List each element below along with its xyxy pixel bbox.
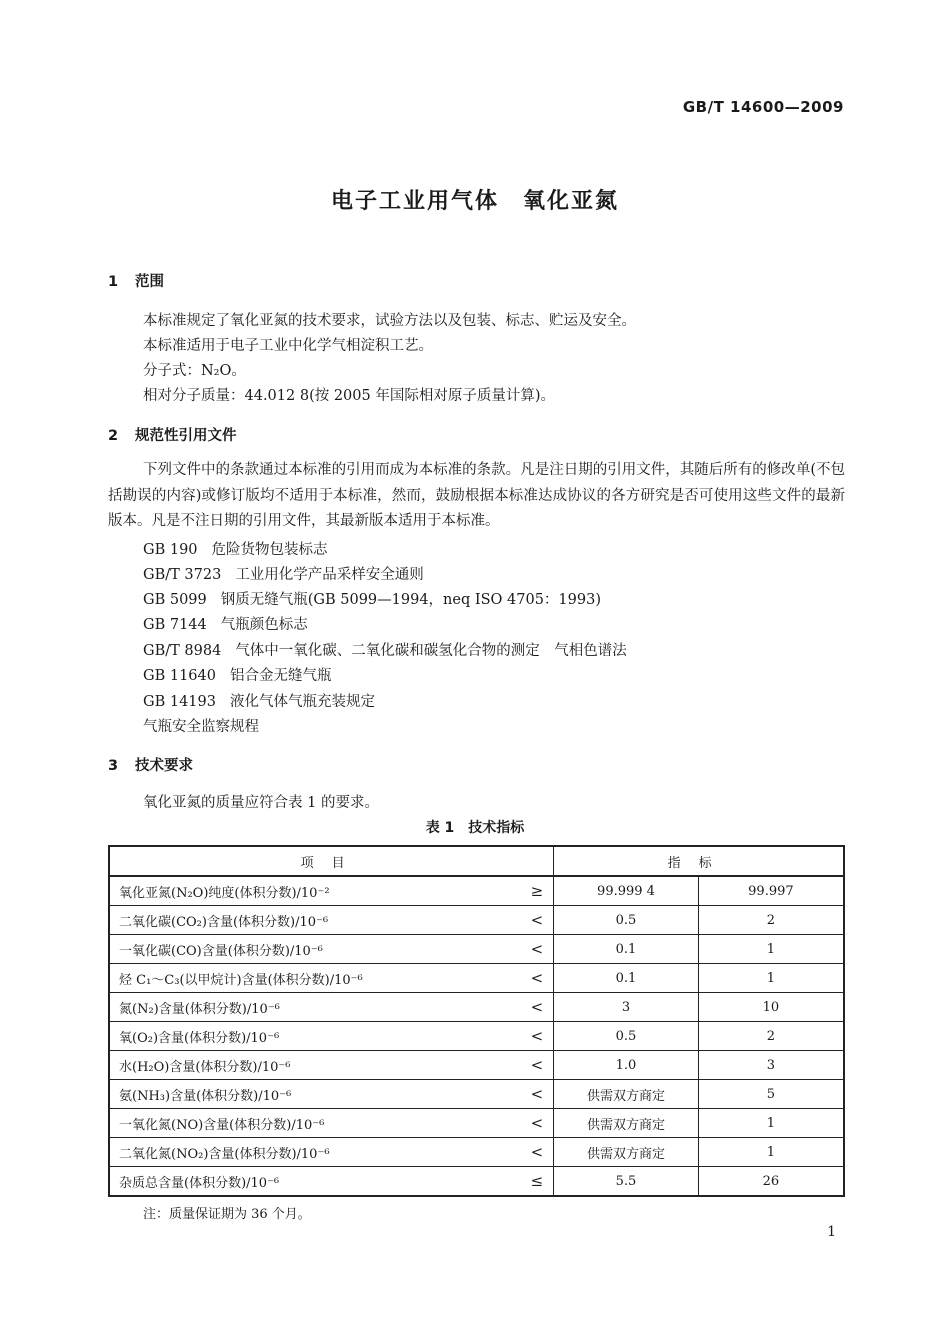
operator-symbol: <	[530, 1027, 544, 1045]
section-2-heading	[108, 424, 237, 445]
spec-table	[108, 845, 845, 1197]
section-title: 规范性引用文件	[135, 428, 237, 444]
molecular-mass-line: 相对分子质量：44.012 8(按 2005 年国际相对原子质量计算)。	[143, 388, 556, 404]
reference-title: 气体中一氧化碳、二氧化碳和碳氢化合物的测定 气相色谱法	[235, 643, 627, 659]
value-grade-2: 10	[698, 993, 844, 1022]
scope-line: 本标准规定了氧化亚氮的技术要求，试验方法以及包装、标志、贮运及安全。	[143, 313, 636, 329]
table-row	[109, 1109, 844, 1138]
item-cell	[109, 1138, 554, 1167]
item-cell	[109, 964, 554, 993]
reference-item	[143, 639, 627, 660]
table-row	[109, 1022, 844, 1051]
item-cell	[109, 1080, 554, 1109]
item-label: 氮(N₂)含量(体积分数)/10⁻⁶	[119, 1001, 280, 1017]
reference-title: 危险货物包装标志	[211, 542, 328, 558]
value-grade-2: 2	[698, 1022, 844, 1051]
item-label: 氧化亚氮(N₂O)纯度(体积分数)/10⁻²	[119, 885, 330, 901]
value-grade-2: 3	[698, 1051, 844, 1080]
reference-title: 气瓶安全监察规程	[143, 719, 259, 735]
reference-item	[143, 588, 601, 609]
reference-item	[143, 613, 308, 634]
document-title: 电子工业用气体 氧化亚氮	[330, 189, 619, 214]
table-row	[109, 876, 844, 906]
item-label: 水(H₂O)含量(体积分数)/10⁻⁶	[119, 1059, 291, 1075]
value-grade-1: 0.1	[554, 935, 699, 964]
item-label: 烃 C₁～C₃(以甲烷计)含量(体积分数)/10⁻⁶	[119, 972, 363, 988]
section-number: 2	[108, 428, 119, 444]
operator-symbol: <	[530, 1085, 544, 1103]
operator-symbol: ≥	[530, 882, 544, 900]
operator-symbol: <	[530, 940, 544, 958]
section-title: 技术要求	[135, 758, 193, 774]
item-cell	[109, 1051, 554, 1080]
table-row	[109, 935, 844, 964]
section-number: 3	[108, 758, 119, 774]
reference-title: 气瓶颜色标志	[220, 617, 308, 633]
reference-code: GB 7144	[143, 617, 207, 633]
section-title: 范围	[135, 274, 164, 290]
reference-title: 液化气体气瓶充装规定	[229, 694, 375, 710]
table-row	[109, 1051, 844, 1080]
header-item: 项目	[109, 846, 554, 876]
reference-item	[143, 563, 424, 584]
table-header-row	[109, 846, 844, 876]
reference-title: 工业用化学产品采样安全通则	[235, 567, 424, 583]
reference-item	[143, 715, 259, 736]
scope-line: 本标准适用于电子工业中化学气相淀积工艺。	[143, 338, 433, 354]
section-3-heading	[108, 754, 193, 775]
operator-symbol: <	[530, 911, 544, 929]
value-grade-2: 1	[698, 1138, 844, 1167]
reference-code: GB 11640	[143, 668, 216, 684]
section-1-heading	[108, 270, 164, 291]
operator-symbol: <	[530, 1114, 544, 1132]
item-cell	[109, 935, 554, 964]
reference-code: GB/T 3723	[143, 567, 222, 583]
reference-title: 铝合金无缝气瓶	[229, 668, 332, 684]
requirement-line: 氧化亚氮的质量应符合表 1 的要求。	[143, 795, 379, 811]
value-grade-2: 5	[698, 1080, 844, 1109]
reference-code: GB 14193	[143, 694, 216, 710]
table-caption: 表 1 技术指标	[425, 820, 525, 836]
value-grade-1: 0.5	[554, 906, 699, 935]
item-cell	[109, 993, 554, 1022]
value-grade-1: 0.1	[554, 964, 699, 993]
value-grade-1: 供需双方商定	[554, 1138, 699, 1167]
value-grade-1: 供需双方商定	[554, 1109, 699, 1138]
value-grade-2: 26	[698, 1167, 844, 1197]
item-cell	[109, 1022, 554, 1051]
item-cell	[109, 876, 554, 906]
operator-symbol: <	[530, 998, 544, 1016]
item-label: 一氧化碳(CO)含量(体积分数)/10⁻⁶	[119, 943, 323, 959]
value-grade-1: 0.5	[554, 1022, 699, 1051]
value-grade-2: 2	[698, 906, 844, 935]
table-row	[109, 1138, 844, 1167]
item-cell	[109, 1109, 554, 1138]
value-grade-1: 5.5	[554, 1167, 699, 1197]
value-grade-2: 1	[698, 935, 844, 964]
value-grade-2: 99.997	[698, 876, 844, 906]
page-number: 1	[827, 1224, 836, 1240]
item-cell	[109, 906, 554, 935]
reference-code: GB/T 8984	[143, 643, 222, 659]
value-grade-2: 1	[698, 964, 844, 993]
reference-code: GB 190	[143, 542, 198, 558]
table-row	[109, 993, 844, 1022]
table-row	[109, 906, 844, 935]
operator-symbol: <	[530, 969, 544, 987]
reference-item	[143, 538, 328, 559]
section-number: 1	[108, 274, 119, 290]
item-label: 氨(NH₃)含量(体积分数)/10⁻⁶	[119, 1088, 292, 1104]
item-cell	[109, 1167, 554, 1197]
table-note: 注：质量保证期为 36 个月。	[143, 1207, 311, 1222]
table-row	[109, 964, 844, 993]
item-label: 杂质总含量(体积分数)/10⁻⁶	[119, 1175, 280, 1191]
table-row	[109, 1080, 844, 1109]
reference-title: 钢质无缝气瓶(GB 5099—1994，neq ISO 4705：1993)	[220, 592, 601, 608]
operator-symbol: <	[530, 1056, 544, 1074]
operator-symbol: ≤	[530, 1172, 544, 1190]
table-body	[109, 876, 844, 1196]
table-row	[109, 1167, 844, 1197]
item-label: 一氧化氮(NO)含量(体积分数)/10⁻⁶	[119, 1117, 325, 1133]
item-label: 二氧化氮(NO₂)含量(体积分数)/10⁻⁶	[119, 1146, 330, 1162]
reference-code: GB 5099	[143, 592, 207, 608]
reference-item	[143, 664, 331, 685]
formula-line: 分子式：N₂O。	[143, 363, 246, 379]
item-label: 二氧化碳(CO₂)含量(体积分数)/10⁻⁶	[119, 914, 329, 930]
value-grade-1: 99.999 4	[554, 876, 699, 906]
value-grade-1: 1.0	[554, 1051, 699, 1080]
value-grade-1: 3	[554, 993, 699, 1022]
header-index: 指标	[554, 846, 844, 876]
item-label: 氧(O₂)含量(体积分数)/10⁻⁶	[119, 1030, 280, 1046]
reference-item	[143, 690, 375, 711]
standard-code: GB/T 14600—2009	[682, 98, 844, 116]
value-grade-2: 1	[698, 1109, 844, 1138]
operator-symbol: <	[530, 1143, 544, 1161]
references-paragraph: 下列文件中的条款通过本标准的引用而成为本标准的条款。凡是注日期的引用文件，其随后所有的修改单(不包括勘误的内容)或修订版均不适用于本标准，然而，鼓励根据本标准达成协议的各方研究是否可使用这些文件的最新版本。凡是不注日期的引用文件，其最新版本适用于本标准。	[108, 462, 845, 529]
value-grade-1: 供需双方商定	[554, 1080, 699, 1109]
